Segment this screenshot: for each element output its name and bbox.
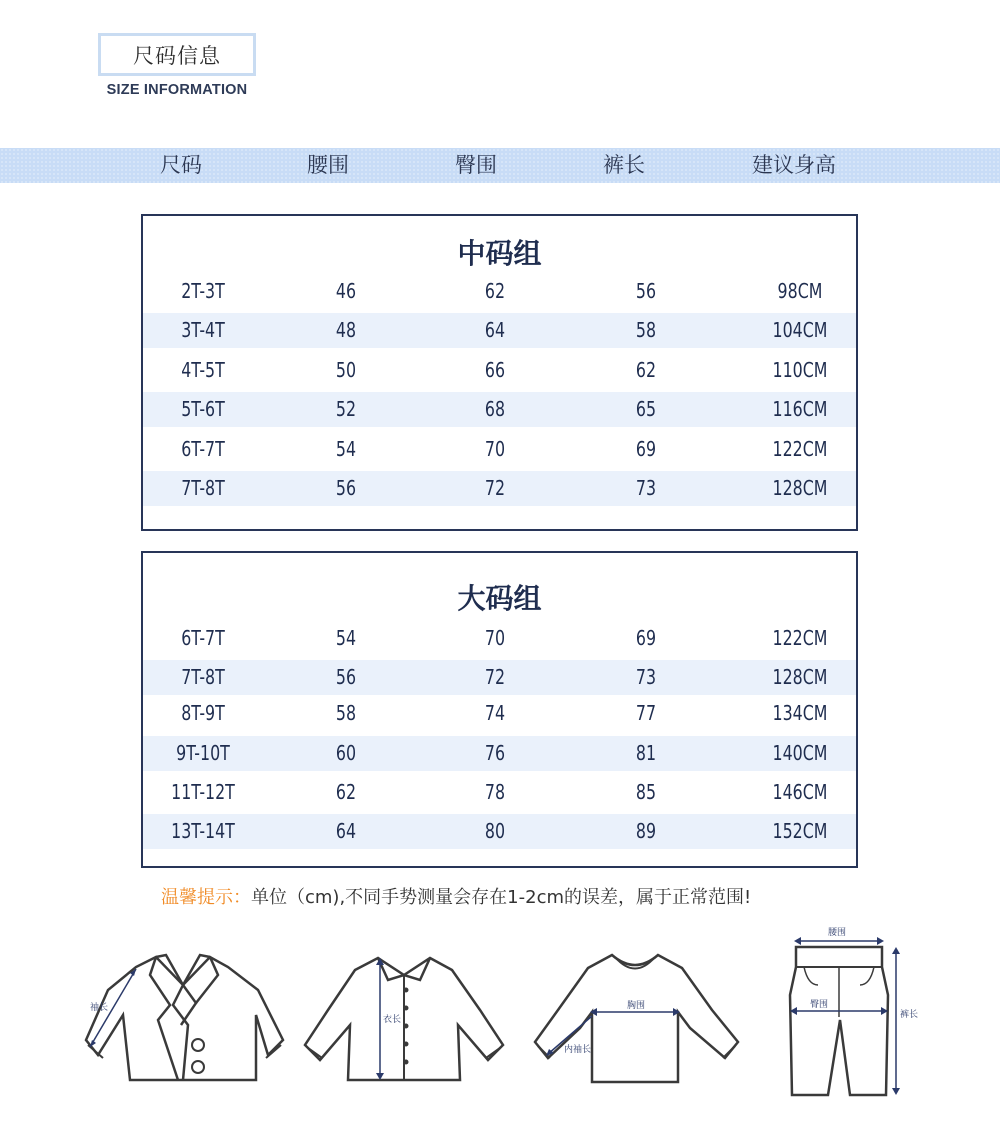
column-header-pants-length: 裤长 (603, 153, 645, 177)
sweater-illustration (530, 950, 745, 1090)
tip-label: 温馨提示： (161, 887, 251, 908)
size-group-medium (141, 214, 858, 531)
table-row (143, 814, 856, 849)
size-cell: 7T-8T (181, 476, 225, 500)
column-header-hip: 臀围 (455, 153, 497, 177)
pants-length-cell: 73 (635, 476, 657, 500)
table-row (143, 392, 856, 427)
waist-cell: 60 (335, 741, 357, 765)
height-cell: 116CM (772, 397, 828, 421)
height-cell: 128CM (772, 665, 828, 689)
size-cell: 2T-3T (181, 279, 225, 303)
size-cell: 6T-7T (181, 437, 225, 461)
table-row (143, 274, 856, 309)
hip-cell: 62 (484, 279, 506, 303)
table-row (143, 696, 856, 731)
size-cell: 9T-10T (176, 741, 230, 765)
pants-illustration (778, 925, 928, 1100)
hip-cell: 68 (484, 397, 506, 421)
size-cell: 6T-7T (181, 626, 225, 650)
group-title: 大码组 (457, 582, 542, 615)
hip-cell: 74 (484, 701, 506, 725)
column-header-size: 尺码 (160, 153, 202, 177)
pants-length-label: 裤长 (900, 1010, 919, 1020)
hip-cell: 76 (484, 741, 506, 765)
hip-cell: 64 (484, 318, 506, 342)
waist-cell: 46 (335, 279, 357, 303)
table-row (143, 432, 856, 467)
section-title-cn: 尺码信息 (133, 43, 221, 68)
pants-length-cell: 81 (635, 741, 657, 765)
table-row (143, 353, 856, 388)
hip-cell: 72 (484, 476, 506, 500)
size-cell: 3T-4T (181, 318, 225, 342)
table-row (143, 471, 856, 506)
pants-length-cell: 73 (635, 665, 657, 689)
section-title-box (98, 33, 256, 76)
pants-length-cell: 85 (635, 780, 657, 804)
table-row (143, 660, 856, 695)
waist-cell: 56 (335, 476, 357, 500)
height-cell: 110CM (772, 358, 828, 382)
inner-sleeve-label: 内袖长 (564, 1045, 592, 1055)
hip-label: 臀围 (810, 1000, 829, 1010)
hip-cell: 80 (484, 819, 506, 843)
column-header-suggested-height: 建议身高 (752, 153, 836, 177)
hip-cell: 78 (484, 780, 506, 804)
pants-length-cell: 89 (635, 819, 657, 843)
size-cell: 7T-8T (181, 665, 225, 689)
waist-label: 腰围 (828, 928, 847, 938)
pants-length-cell: 65 (635, 397, 657, 421)
height-cell: 134CM (772, 701, 828, 725)
height-cell: 152CM (772, 819, 828, 843)
length-label: 衣长 (383, 1015, 402, 1025)
hip-cell: 70 (484, 626, 506, 650)
pants-length-cell: 62 (635, 358, 657, 382)
pants-length-cell: 77 (635, 701, 657, 725)
height-cell: 128CM (772, 476, 828, 500)
pants-length-cell: 69 (635, 437, 657, 461)
waist-cell: 52 (335, 397, 357, 421)
height-cell: 104CM (772, 318, 828, 342)
waist-cell: 54 (335, 437, 357, 461)
jacket-illustration (78, 945, 293, 1085)
height-cell: 140CM (772, 741, 828, 765)
size-cell: 4T-5T (181, 358, 225, 382)
waist-cell: 56 (335, 665, 357, 689)
sleeve-label: 袖长 (90, 1003, 109, 1013)
waist-cell: 54 (335, 626, 357, 650)
height-cell: 122CM (772, 626, 828, 650)
hip-cell: 72 (484, 665, 506, 689)
waist-cell: 48 (335, 318, 357, 342)
tip-text: 单位（cm),不同手势测量会存在1-2cm的误差，属于正常范围! (251, 887, 752, 908)
group-title: 中码组 (457, 237, 542, 270)
size-cell: 13T-14T (171, 819, 235, 843)
column-header-waist: 腰围 (307, 153, 349, 177)
size-cell: 5T-6T (181, 397, 225, 421)
table-row (143, 775, 856, 810)
size-cell: 11T-12T (171, 780, 235, 804)
chest-label: 胸围 (627, 1001, 646, 1011)
waist-cell: 50 (335, 358, 357, 382)
height-cell: 122CM (772, 437, 828, 461)
shirt-illustration (300, 950, 510, 1090)
pants-length-cell: 69 (635, 626, 657, 650)
table-row (143, 736, 856, 771)
pants-length-cell: 58 (635, 318, 657, 342)
waist-cell: 64 (335, 819, 357, 843)
height-cell: 98CM (777, 279, 823, 303)
size-cell: 8T-9T (181, 701, 225, 725)
waist-cell: 62 (335, 780, 357, 804)
table-row (143, 621, 856, 656)
measurement-tip (161, 883, 751, 909)
height-cell: 146CM (772, 780, 828, 804)
hip-cell: 70 (484, 437, 506, 461)
pants-length-cell: 56 (635, 279, 657, 303)
table-row (143, 313, 856, 348)
size-group-large (141, 551, 858, 868)
waist-cell: 58 (335, 701, 357, 725)
section-title-en: SIZE INFORMATION (106, 82, 248, 98)
hip-cell: 66 (484, 358, 506, 382)
